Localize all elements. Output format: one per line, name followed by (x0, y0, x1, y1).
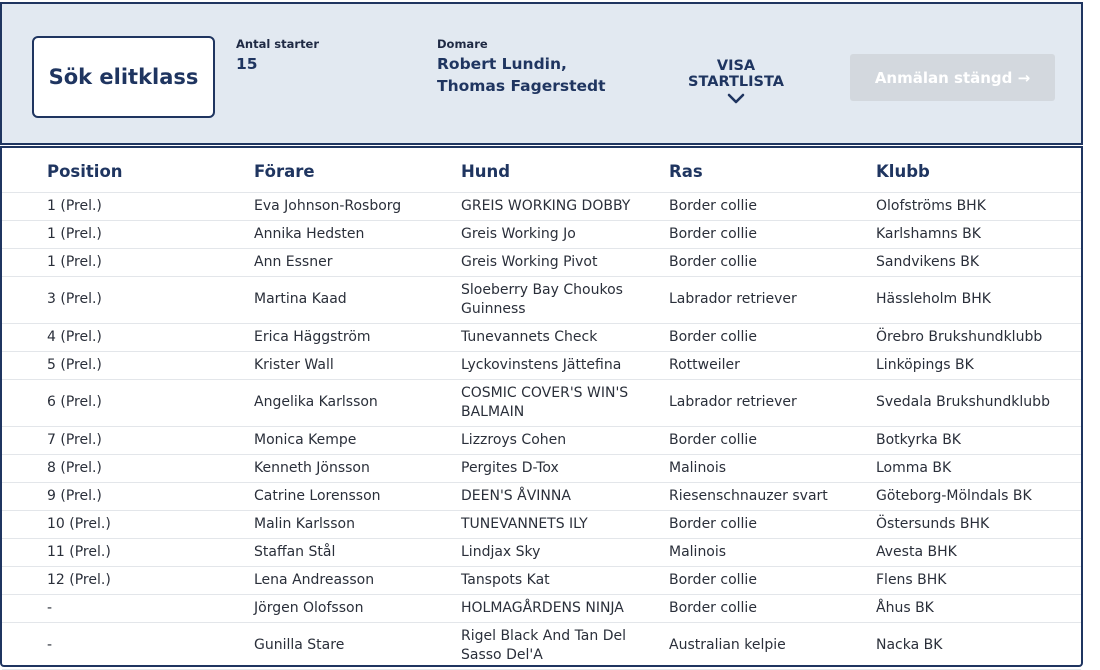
cell-position: 1 (Prel.) (2, 192, 254, 220)
table-row (2, 351, 1081, 379)
judge-label: Domare (437, 37, 488, 51)
cell-breed: Labrador retriever (669, 276, 876, 323)
cell-position: 3 (Prel.) (2, 276, 254, 323)
cell-handler: Ann Essner (254, 248, 461, 276)
judge-value: Robert Lundin, Thomas Fagerstedt (437, 55, 606, 95)
cell-breed: Australian kelpie (669, 622, 876, 669)
cell-position: 6 (Prel.) (2, 379, 254, 426)
table-row (2, 323, 1081, 351)
cell-position: 12 (Prel.) (2, 566, 254, 594)
cell-handler: Angelika Karlsson (254, 379, 461, 426)
table-row (2, 622, 1081, 669)
cell-club: Olofströms BHK (876, 192, 1081, 220)
show-startlist-label: VISA STARTLISTA (688, 58, 784, 90)
table-row (2, 566, 1081, 594)
cell-position: 10 (Prel.) (2, 510, 254, 538)
cell-position: 11 (Prel.) (2, 538, 254, 566)
cell-breed: Border collie (669, 323, 876, 351)
cell-club: Botkyrka BK (876, 426, 1081, 454)
table-row (2, 454, 1081, 482)
cell-dog: Tanspots Kat (461, 566, 669, 594)
cell-handler: Kenneth Jönsson (254, 454, 461, 482)
cell-club: Svedala Brukshundklubb (876, 379, 1081, 426)
table-row (2, 426, 1081, 454)
starts-value: 15 (236, 55, 258, 73)
cell-handler: Lena Andreasson (254, 566, 461, 594)
cell-position: - (2, 594, 254, 622)
cell-handler: Gunilla Stare (254, 622, 461, 669)
cell-dog: DEEN'S ÅVINNA (461, 482, 669, 510)
cell-position: 1 (Prel.) (2, 220, 254, 248)
table-row (2, 379, 1081, 426)
column-header-dog: Hund (461, 148, 669, 192)
registration-closed-button: Anmälan stängd → (850, 54, 1055, 101)
table-header-row (2, 148, 1081, 192)
cell-breed: Riesenschnauzer svart (669, 482, 876, 510)
cell-dog: HOLMAGÅRDENS NINJA (461, 594, 669, 622)
cell-dog: Tunevannets Check (461, 323, 669, 351)
cell-dog: Greis Working Jo (461, 220, 669, 248)
cell-breed: Border collie (669, 510, 876, 538)
cell-breed: Border collie (669, 426, 876, 454)
table-body (2, 192, 1081, 669)
table-row (2, 276, 1081, 323)
table-row (2, 482, 1081, 510)
table-row (2, 538, 1081, 566)
cell-dog: Lizzroys Cohen (461, 426, 669, 454)
cell-handler: Erica Häggström (254, 323, 461, 351)
results-table (2, 148, 1081, 670)
cell-club: Örebro Brukshundklubb (876, 323, 1081, 351)
cell-handler: Catrine Lorensson (254, 482, 461, 510)
cell-club: Åhus BK (876, 594, 1081, 622)
cell-club: Flens BHK (876, 566, 1081, 594)
cell-handler: Jörgen Olofsson (254, 594, 461, 622)
cell-handler: Martina Kaad (254, 276, 461, 323)
table-row (2, 220, 1081, 248)
cell-position: 7 (Prel.) (2, 426, 254, 454)
cell-handler: Monica Kempe (254, 426, 461, 454)
cell-club: Östersunds BHK (876, 510, 1081, 538)
cell-dog: Lyckovinstens Jättefina (461, 351, 669, 379)
column-header-club: Klubb (876, 148, 1081, 192)
class-info-header (0, 2, 1083, 145)
cell-dog: COSMIC COVER'S WIN'S BALMAIN (461, 379, 669, 426)
cell-dog: Greis Working Pivot (461, 248, 669, 276)
results-table-container (0, 146, 1083, 667)
table-row (2, 248, 1081, 276)
search-elite-class-button[interactable]: Sök elitklass (32, 36, 215, 118)
cell-club: Göteborg-Mölndals BK (876, 482, 1081, 510)
column-header-breed: Ras (669, 148, 876, 192)
cell-handler: Eva Johnson-Rosborg (254, 192, 461, 220)
cell-dog: Sloeberry Bay Choukos Guinness (461, 276, 669, 323)
cell-breed: Malinois (669, 538, 876, 566)
cell-breed: Labrador retriever (669, 379, 876, 426)
chevron-down-icon (727, 93, 745, 105)
cell-club: Karlshamns BK (876, 220, 1081, 248)
cell-dog: Rigel Black And Tan Del Sasso Del'A (461, 622, 669, 669)
cell-club: Avesta BHK (876, 538, 1081, 566)
table-row (2, 192, 1081, 220)
cell-breed: Border collie (669, 220, 876, 248)
cell-position: 9 (Prel.) (2, 482, 254, 510)
cell-position: 4 (Prel.) (2, 323, 254, 351)
cell-position: 5 (Prel.) (2, 351, 254, 379)
cell-dog: Lindjax Sky (461, 538, 669, 566)
column-header-position: Position (2, 148, 254, 192)
cell-club: Nacka BK (876, 622, 1081, 669)
cell-dog: TUNEVANNETS ILY (461, 510, 669, 538)
cell-position: 1 (Prel.) (2, 248, 254, 276)
cell-handler: Krister Wall (254, 351, 461, 379)
cell-breed: Malinois (669, 454, 876, 482)
table-row (2, 594, 1081, 622)
cell-club: Lomma BK (876, 454, 1081, 482)
cell-club: Hässleholm BHK (876, 276, 1081, 323)
show-startlist-toggle[interactable] (670, 58, 802, 105)
cell-breed: Border collie (669, 192, 876, 220)
cell-breed: Rottweiler (669, 351, 876, 379)
cell-position: 8 (Prel.) (2, 454, 254, 482)
cell-handler: Staffan Stål (254, 538, 461, 566)
cell-breed: Border collie (669, 566, 876, 594)
cell-position: - (2, 622, 254, 669)
cell-club: Linköpings BK (876, 351, 1081, 379)
cell-club: Sandvikens BK (876, 248, 1081, 276)
cell-handler: Malin Karlsson (254, 510, 461, 538)
column-header-handler: Förare (254, 148, 461, 192)
cell-dog: GREIS WORKING DOBBY (461, 192, 669, 220)
table-row (2, 510, 1081, 538)
starts-label: Antal starter (236, 37, 320, 51)
cell-breed: Border collie (669, 594, 876, 622)
cell-handler: Annika Hedsten (254, 220, 461, 248)
cell-dog: Pergites D-Tox (461, 454, 669, 482)
cell-breed: Border collie (669, 248, 876, 276)
